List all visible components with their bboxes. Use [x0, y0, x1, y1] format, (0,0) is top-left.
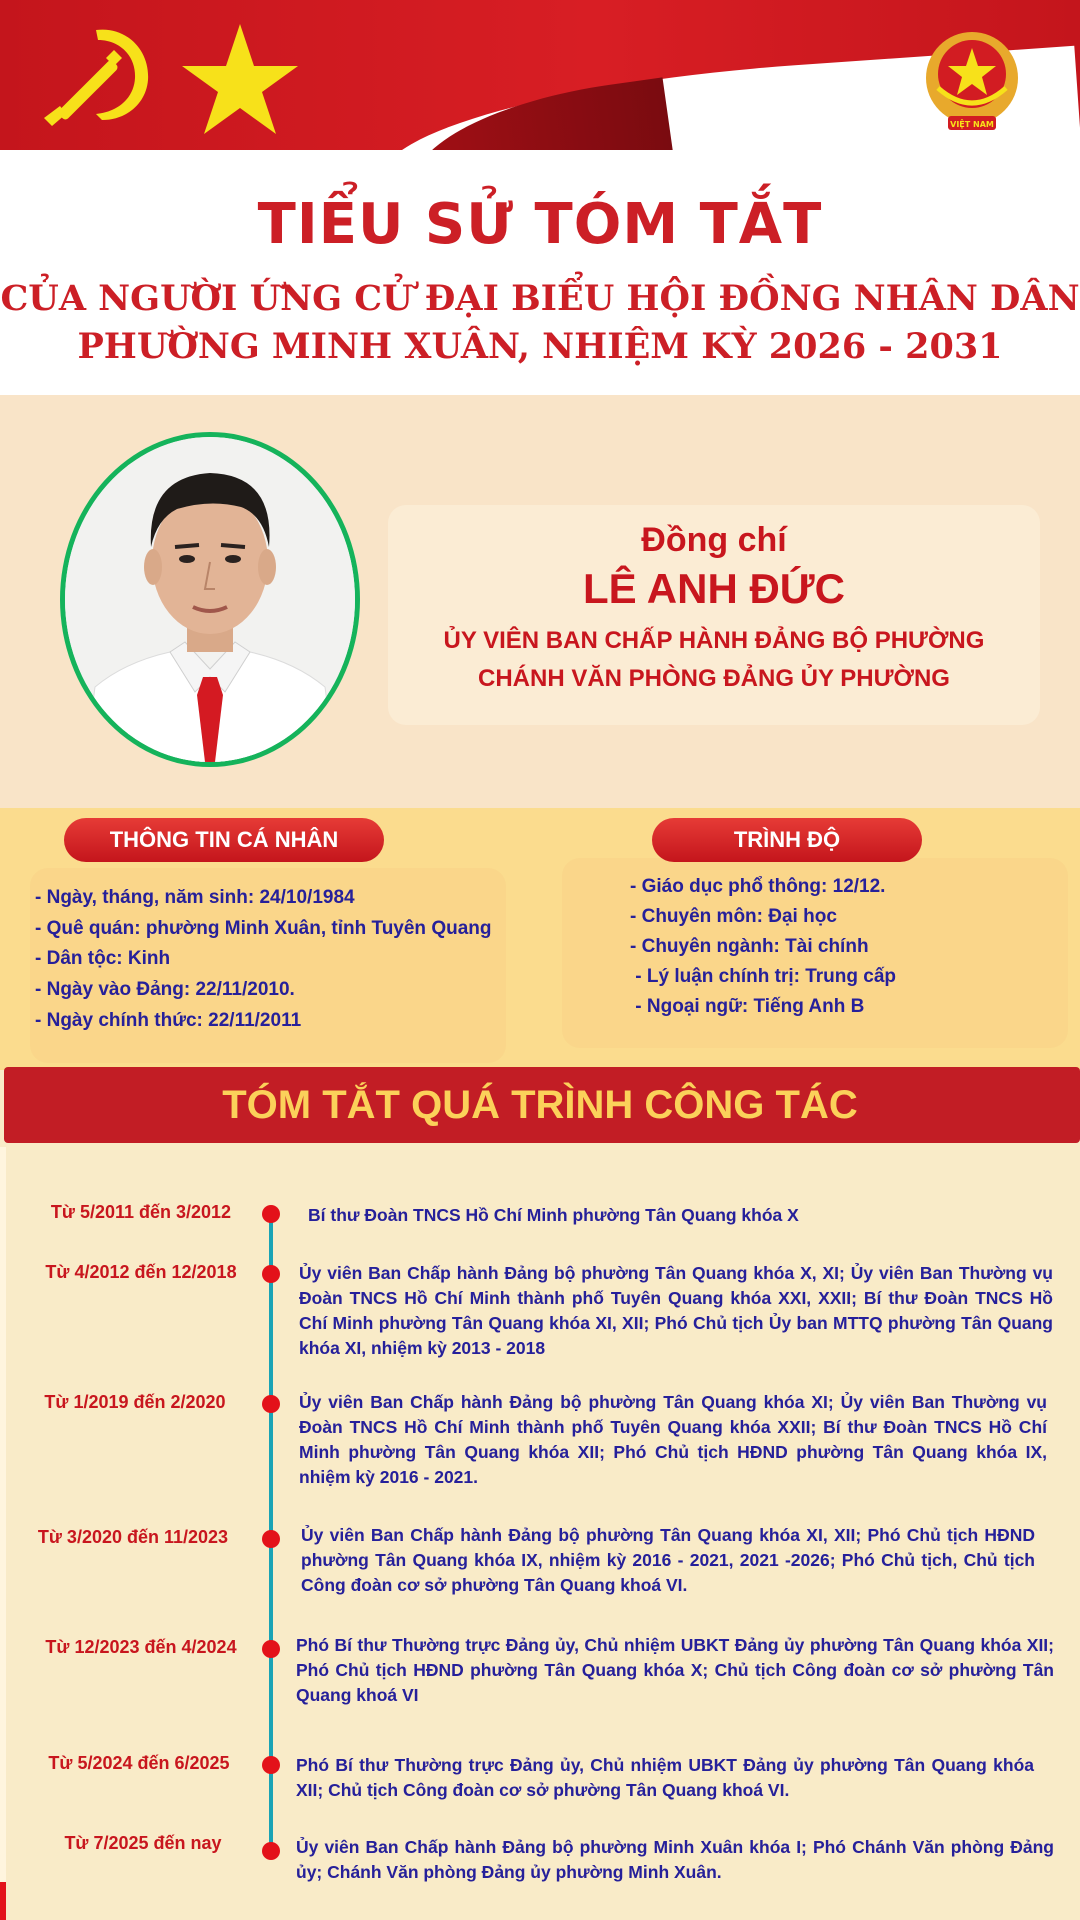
timeline-description: Ủy viên Ban Chấp hành Đảng bộ phường Tân Quang khóa X, XI; Ủy viên Ban Thường vụ Đoàn TNCS Hồ Chí Minh thành phố Tuyên Quang khóa XXI, XXII; Bí thư Đoàn TNCS Hồ Chí Minh phường Tân Quang khóa XI, XII; Phó Chủ tịch Ủy ban MTTQ phường Tân Quang khóa XI, nhiệm kỳ 2013 - 2018 — [299, 1263, 1053, 1358]
personal-info-line: - Dân tộc: Kinh — [35, 948, 171, 969]
education-line: - Chuyên môn: Đại học — [630, 906, 837, 927]
personal-info-line: - Quê quán: phường Minh Xuân, tỉnh Tuyên Quang — [35, 918, 492, 939]
national-emblem-icon — [918, 28, 1026, 140]
page-title: TIỂU SỬ TÓM TẮT — [257, 192, 823, 257]
timeline-dot — [262, 1395, 280, 1413]
timeline-description: Bí thư Đoàn TNCS Hồ Chí Minh phường Tân Quang khóa X — [308, 1205, 799, 1225]
timeline-dot — [262, 1640, 280, 1658]
personal-info-line: - Ngày, tháng, năm sinh: 24/10/1984 — [35, 887, 355, 908]
education-heading: TRÌNH ĐỘ — [652, 818, 922, 862]
timeline-period: Từ 5/2024 đến 6/2025 — [48, 1753, 230, 1773]
timeline-period: Từ 5/2011 đến 3/2012 — [50, 1202, 232, 1222]
work-heading: TÓM TẮT QUÁ TRÌNH CÔNG TÁC — [222, 1083, 858, 1127]
timeline-description: Ủy viên Ban Chấp hành Đảng bộ phường Minh Xuân khóa I; Phó Chánh Văn phòng Đảng ủy; Chánh Văn phòng Đảng ủy phường Minh Xuân. — [296, 1837, 1054, 1882]
hammer-sickle-icon — [38, 22, 158, 132]
personal-info-line: - Ngày chính thức: 22/11/2011 — [35, 1010, 302, 1031]
person-illustration — [65, 437, 355, 762]
timeline-dot — [262, 1842, 280, 1860]
personal-info-heading: THÔNG TIN CÁ NHÂN — [64, 818, 384, 862]
position-line1: ỦY VIÊN BAN CHẤP HÀNH ĐẢNG BỘ PHƯỜNG — [443, 627, 985, 654]
page-subtitle-line2: PHƯỜNG MINH XUÂN, NHIỆM KỲ 2026 - 2031 — [77, 326, 1003, 367]
timeline-dot — [262, 1756, 280, 1774]
education-line: - Lý luận chính trị: Trung cấp — [630, 966, 897, 987]
education-line: - Giáo dục phổ thông: 12/12. — [630, 876, 886, 897]
education-line: - Ngoại ngữ: Tiếng Anh B — [630, 996, 865, 1017]
education-line: - Chuyên ngành: Tài chính — [630, 936, 869, 957]
svg-text:VIỆT NAM: VIỆT NAM — [950, 120, 994, 129]
left-edge — [0, 1147, 6, 1920]
timeline-dot — [262, 1265, 280, 1283]
page-subtitle-line1: CỦA NGƯỜI ỨNG CỬ ĐẠI BIỂU HỘI ĐỒNG NHÂN DÂN — [0, 278, 1080, 319]
timeline-period: Từ 12/2023 đến 4/2024 — [45, 1637, 237, 1657]
timeline-period: Từ 7/2025 đến nay — [64, 1833, 222, 1853]
timeline-period: Từ 4/2012 đến 12/2018 — [45, 1262, 237, 1282]
timeline-dot — [262, 1530, 280, 1548]
position-line2: CHÁNH VĂN PHÒNG ĐẢNG ỦY PHƯỜNG — [478, 665, 950, 692]
timeline-dot — [262, 1205, 280, 1223]
salutation: Đồng chí — [641, 521, 787, 559]
timeline-description: Ủy viên Ban Chấp hành Đảng bộ phường Tân Quang khóa XI, XII; Phó Chủ tịch HĐND phường Tân Quang khóa IX, nhiệm kỳ 2016 - 2021, 2021 -2026; Phó Chủ tịch, Chủ tịch Công đoàn cơ sở phường Tân Quang khoá VI. — [301, 1525, 1035, 1595]
portrait-photo — [60, 432, 360, 767]
timeline-description: Phó Bí thư Thường trực Đảng ủy, Chủ nhiệm UBKT Đảng ủy phường Tân Quang khóa XII; Chủ tịch Công đoàn cơ sở phường Tân Quang khoá VI. — [296, 1755, 1034, 1800]
timeline-description: Ủy viên Ban Chấp hành Đảng bộ phường Tân Quang khóa XI; Ủy viên Ban Thường vụ Đoàn TNCS Hồ Chí Minh thành phố Tuyên Quang khóa XXII; Bí thư Đoàn TNCS Hồ Chí Minh phường Tân Quang khóa XII; Phó Chủ tịch HĐND phường Tân Quang khóa IX, nhiệm kỳ 2016 - 2021. — [299, 1392, 1047, 1487]
personal-info-line: - Ngày vào Đảng: 22/11/2010. — [35, 979, 295, 1000]
timeline-description: Phó Bí thư Thường trực Đảng ủy, Chủ nhiệm UBKT Đảng ủy phường Tân Quang khóa XII; Phó Chủ tịch HĐND phường Tân Quang khóa X; Chủ tịch Công đoàn cơ sở phường Tân Quang khoá VI — [296, 1635, 1054, 1705]
star-icon — [180, 22, 300, 137]
banner-dark-wave — [405, 77, 675, 150]
timeline-period: Từ 1/2019 đến 2/2020 — [44, 1392, 226, 1412]
candidate-name: LÊ ANH ĐỨC — [583, 565, 845, 612]
timeline-period: Từ 3/2020 đến 11/2023 — [37, 1527, 229, 1547]
name-card — [388, 505, 1040, 725]
corner-accent — [0, 1882, 6, 1920]
